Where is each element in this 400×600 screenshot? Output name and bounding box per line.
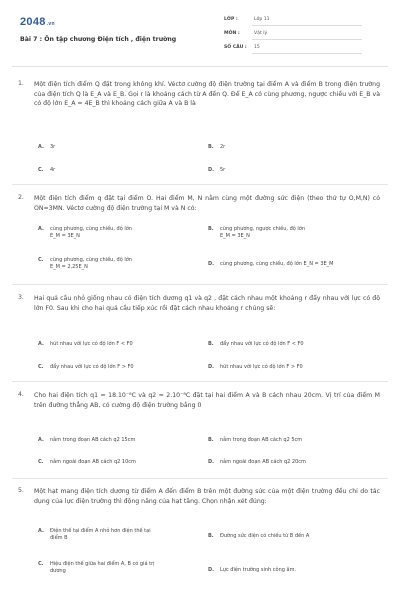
question-divider <box>12 381 388 382</box>
option-d[interactable] <box>208 567 296 574</box>
option-label: C. <box>38 167 44 173</box>
meta-underline <box>252 53 362 54</box>
meta-label: LỚP : <box>224 17 238 22</box>
option-label: B. <box>208 533 214 539</box>
meta-subject <box>224 31 267 36</box>
meta-value: Lớp 11 <box>254 17 270 22</box>
meta-value: 15 <box>254 45 260 50</box>
option-text: đẩy nhau với lực có độ lớn F < F0 <box>220 341 304 347</box>
option-b[interactable] <box>208 144 225 151</box>
option-c[interactable] <box>38 364 134 371</box>
option-text: nằm trong đoạn AB cách q2 5cm <box>220 437 303 443</box>
option-label: B. <box>208 341 214 347</box>
option-c[interactable] <box>38 561 155 575</box>
option-label: C. <box>38 364 44 370</box>
question-text: Cho hai điện tích q1 = 18.10⁻⁸C và q2 = 2.10⁻⁸C đặt tại hai điểm A và B cách nhau 20cm. Vị trí của điểm M trên đường thẳng AB, có cường độ điện trường bằng 0 <box>34 392 380 409</box>
question-number: 4. <box>18 391 24 398</box>
option-c[interactable] <box>38 167 55 174</box>
option-label: A. <box>38 226 44 232</box>
question-text: Hai quả cầu nhỏ giống nhau có điện tích dương q1 và q2 , đặt cách nhau một khoảng r đẩy nhau với lực có độ lớn F0. Sau khi cho hai quả cầu tiếp xúc rồi đặt cách nhau khoảng r chúng sẽ: <box>34 295 380 312</box>
option-text: đẩy nhau với lực có độ lớn F > F0 <box>50 364 134 370</box>
option-text: Đường sức điện có chiều từ B đến A <box>220 533 310 539</box>
option-text: 3r <box>50 144 56 150</box>
meta-count <box>224 45 260 50</box>
option-d[interactable] <box>208 364 303 371</box>
logo[interactable] <box>20 16 55 28</box>
meta-underline <box>252 39 362 40</box>
option-text: Hiệu điện thế giữa hai điểm A, B có giá trị dương <box>50 561 155 574</box>
option-label: B. <box>208 437 214 443</box>
option-b[interactable] <box>208 226 305 240</box>
option-b[interactable] <box>208 533 309 540</box>
option-a[interactable] <box>38 144 55 151</box>
question-number: 1. <box>18 80 24 87</box>
option-label: C. <box>38 561 44 567</box>
meta-class <box>224 17 270 22</box>
option-d[interactable] <box>208 459 306 466</box>
question-text: Một điện tích điểm q đặt tại điểm O. Hai điểm M, N nằm cùng một đường sức điện (theo thứ tự O,M,N) có ON=3MN. Véctơ cường độ điện trường tại M và N có: <box>34 195 380 212</box>
question-number: 3. <box>18 294 24 301</box>
option-d[interactable] <box>208 167 225 174</box>
option-b[interactable] <box>208 437 302 444</box>
option-text: cùng phương, cùng chiều, độ lớn E_N = 3E_M <box>220 261 334 267</box>
question-number: 5. <box>18 487 24 494</box>
lesson-title: Bài 7 : Ôn tập chương Điện tích , điện trường <box>20 36 177 43</box>
option-label: A. <box>38 341 44 347</box>
option-label: C. <box>38 257 44 263</box>
option-label: C. <box>38 459 44 465</box>
option-label: A. <box>38 437 44 443</box>
option-text: hút nhau với lực có độ lớn F > F0 <box>220 364 303 370</box>
meta-underline <box>252 25 362 26</box>
option-c[interactable] <box>38 459 136 466</box>
option-text: 2r <box>220 144 226 150</box>
header-divider <box>12 66 388 67</box>
option-a[interactable] <box>38 528 151 542</box>
option-text: cùng phương, cùng chiều, độ lớn E_M = 2,25E_N <box>50 257 132 270</box>
meta-value: Vật lý <box>254 31 268 36</box>
meta-label: MÔN : <box>224 31 240 36</box>
question-text: Một điện tích điểm Q đặt trong không khí. Véctơ cường độ điện trường tại điểm A và điểm B trong điện trường của điện tích Q là E_A và E_B. Gọi r là khoảng cách từ A đến Q. Để E_A có cùng phương, ngược chiều với E_B và có độ lớn E_A = 4E_B thì khoảng cách giữa A và B là <box>34 81 380 108</box>
question-text: Một hạt mang điện tích dương từ điểm A đến điểm B trên một đường sức của một điện trường đều chỉ do tác dụng của lực điện trường thì động năng của hạt tăng. Chọn nhận xét đúng: <box>34 488 380 505</box>
option-a[interactable] <box>38 226 132 240</box>
option-text: 4r <box>50 167 56 173</box>
option-text: nằm ngoài đoạn AB cách q2 10cm <box>50 459 136 465</box>
option-text: cùng phương, ngược chiều, độ lớn E_M = 3E_N <box>220 226 306 239</box>
option-d[interactable] <box>208 261 333 268</box>
option-a[interactable] <box>38 437 135 444</box>
option-label: D. <box>208 167 215 173</box>
option-b[interactable] <box>208 341 304 348</box>
logo-text: 2048 <box>20 16 46 28</box>
question-number: 2. <box>18 194 24 201</box>
question-divider <box>12 284 388 285</box>
option-label: D. <box>208 459 215 465</box>
option-label: A. <box>38 144 44 150</box>
question-divider <box>12 184 388 185</box>
option-c[interactable] <box>38 257 132 271</box>
option-a[interactable] <box>38 341 133 348</box>
option-text: Điện thế tại điểm A nhỏ hơn điện thế tại điểm B <box>50 528 151 541</box>
meta-label: SỐ CÂU : <box>224 45 247 50</box>
option-label: B. <box>208 144 214 150</box>
option-text: cùng phương, cùng chiều, độ lớn E_M = 3E_N <box>50 226 132 239</box>
option-text: nằm trong đoạn AB cách q2 15cm <box>50 437 136 443</box>
logo-suffix: .vn <box>46 21 55 27</box>
option-text: nằm ngoài đoạn AB cách q2 20cm <box>220 459 306 465</box>
option-label: D. <box>208 567 215 573</box>
option-text: Lực điện trường sinh công âm. <box>220 567 297 573</box>
option-label: D. <box>208 261 215 267</box>
option-label: D. <box>208 364 215 370</box>
option-text: 5r <box>220 167 226 173</box>
option-label: A. <box>38 528 44 534</box>
question-divider <box>12 478 388 479</box>
option-text: hút nhau với lực có độ lớn F < F0 <box>50 341 133 347</box>
option-label: B. <box>208 226 214 232</box>
